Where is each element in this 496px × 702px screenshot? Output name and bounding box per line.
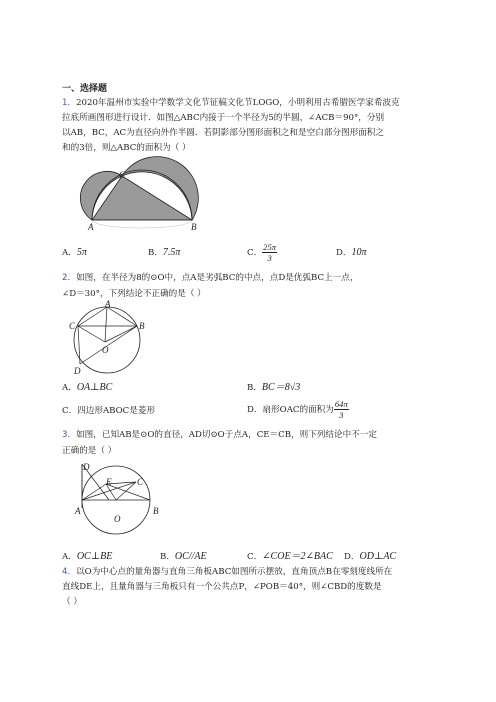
q1-text-line4: 和的3倍，则△ABC的面积为（ ） (62, 143, 191, 153)
q1-label-a: A (88, 222, 94, 232)
q1-figure (85, 168, 215, 233)
q1-option-b-label: B． (148, 248, 163, 258)
q1-option-a-label: A． (62, 248, 77, 258)
q2-option-d-label: D． (247, 405, 263, 415)
q2-option-d-denominator: 3 (339, 410, 344, 420)
q1-option-b (148, 247, 180, 259)
q3-option-a (62, 551, 112, 563)
q4-line1 (62, 566, 392, 578)
section-title: 一、选择题 (62, 84, 108, 94)
q3-figure (76, 458, 168, 528)
q3-text-line1: 如图，已知AB是⊙O的直径，AD切⊙O于点A，CE＝CB，则下列结论中不一定 (76, 430, 377, 440)
q1-text-line2: 拉底所画图形进行设计．如图△ABC内接于一个半径为5的半圆，∠ACB＝90°，分别 (62, 113, 385, 123)
q2-number: 2． (62, 273, 77, 283)
q1-option-d-value: 10π (351, 247, 367, 258)
q1-option-c-label: C． (247, 248, 263, 258)
q1-number: 1． (62, 98, 77, 108)
q3-label-d: D (83, 462, 90, 472)
q3-text-line2: 正确的是（ ） (62, 446, 117, 456)
q4-text-line1: 以O为中心点的量角器与直角三角板ABC如图所示摆放，直角顶点B在零刻度线所在 (76, 567, 393, 577)
q2-label-d: D (74, 366, 81, 376)
q2-text-line2: ∠D＝30°，下列结论不正确的是（ ） (62, 289, 206, 299)
q3-option-c-value: ∠COE＝2∠BAC (262, 551, 333, 562)
q1-option-d-label: D． (336, 248, 352, 258)
q4-number: 4． (62, 567, 77, 577)
q3-number: 3． (62, 430, 77, 440)
q2-label-c: C (69, 321, 76, 331)
q3-label-o: O (114, 514, 121, 524)
q1-line1 (62, 97, 400, 109)
q3-label-c: C (137, 477, 144, 487)
q3-option-b-value: OC//AE (174, 551, 207, 562)
q2-option-c-value: 四边形ABOC是菱形 (77, 406, 156, 416)
q2-option-b (247, 382, 300, 394)
q1-option-b-value: 7.5π (162, 247, 181, 258)
q1-lower-semicircle (92, 220, 192, 228)
q3-label-a: A (75, 506, 81, 516)
q2-option-d-prefix: 扇形OAC的面积为 (262, 405, 334, 415)
q2-option-c-label: C． (62, 406, 78, 416)
q2-option-b-label: B． (247, 383, 262, 393)
q1-text-line1: 2020年温州市实验中学数学文化节征稿文化节LOGO，小明利用古希腊医学家希波克 (76, 98, 400, 108)
q3-option-b-label: B． (160, 552, 175, 562)
q3-label-b: B (153, 506, 159, 516)
q1-text-line3: 以AB，BC，AC为直径向外作半圆．若阴影部分图形面积之和是空白部分图形面积之 (62, 128, 384, 138)
q3-option-c (247, 551, 333, 563)
q2-label-o: O (102, 345, 109, 355)
q3-label-e: E (106, 477, 112, 487)
q3-option-d-label: D． (344, 552, 360, 562)
q1-option-a (62, 247, 87, 259)
q2-label-b: B (139, 321, 145, 331)
q2-option-d-numerator: 64π (334, 399, 348, 409)
q2-option-b-value: BC＝8√3 (261, 382, 301, 393)
q2-option-a-label: A． (62, 383, 77, 393)
q2-option-d (247, 398, 349, 422)
q4-text-line3: （ ） (62, 597, 82, 607)
q2-line1 (62, 272, 358, 284)
q1-option-c-numerator: 25π (263, 242, 277, 252)
q2-text-line1: 如图，在半径为8的⊙O中，点A是劣弧BC的中点，点D是优弧BC上一点， (76, 273, 359, 283)
q1-label-c: C (119, 170, 126, 180)
q3-line1 (62, 429, 377, 441)
q2-option-c (62, 405, 155, 417)
q3-option-a-label: A． (62, 552, 77, 562)
q1-option-c-denominator: 3 (267, 253, 272, 263)
q1-label-b: B (191, 222, 197, 232)
q2-option-a-value: OA⊥BC (76, 382, 113, 393)
q2-figure (66, 299, 156, 377)
q3-option-c-label: C． (247, 552, 263, 562)
q1-option-c (247, 242, 277, 264)
q3-option-b (160, 551, 207, 563)
q3-option-d (344, 551, 396, 563)
q3-option-d-value: OD⊥AC (359, 551, 397, 562)
q1-option-d (336, 247, 367, 259)
q4-text-line2: 直线DE上，且量角器与三角板只有一个公共点P，∠POB＝40°，则∠CBD的度数是 (62, 582, 382, 592)
q2-option-a (62, 382, 112, 394)
q1-option-a-value: 5π (76, 247, 87, 258)
q3-option-a-value: OC⊥BE (76, 551, 113, 562)
q2-label-a: A (105, 299, 111, 309)
